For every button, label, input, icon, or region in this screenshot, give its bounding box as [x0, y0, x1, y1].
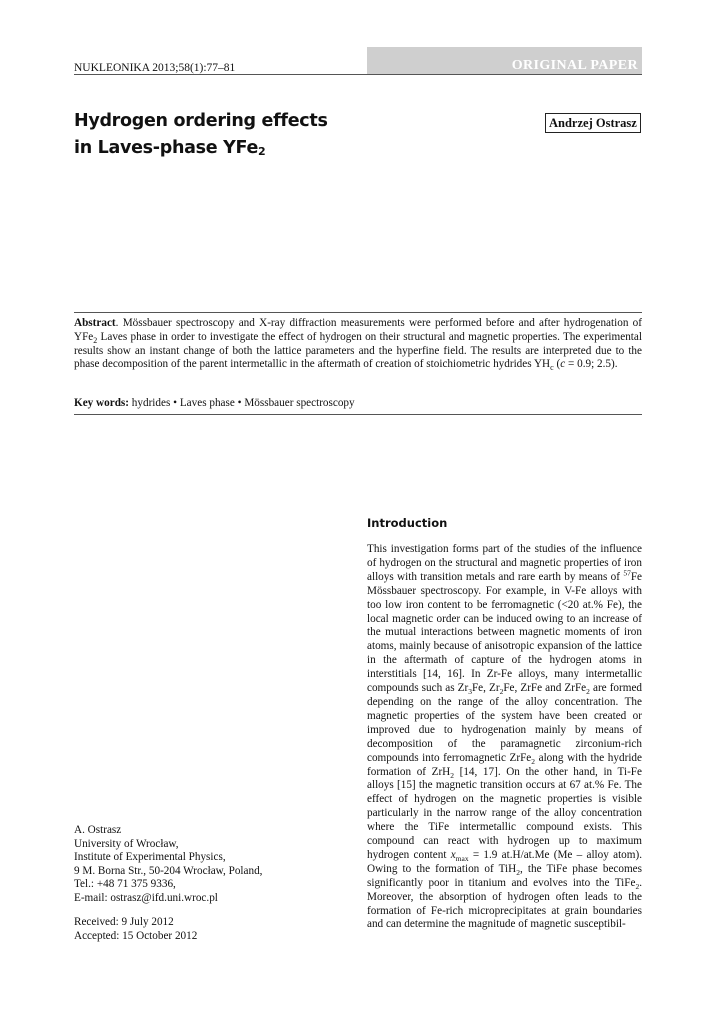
affiliation-line: University of Wrocław,	[74, 837, 179, 850]
paper-title	[74, 108, 374, 162]
keywords-label: Key words:	[74, 397, 129, 409]
keywords-rule	[74, 414, 642, 415]
paper-type-badge: ORIGINAL PAPER	[367, 47, 642, 74]
abstract: Abstract. Mössbauer spectroscopy and X-ray diffraction measurements were performed before and after hydrogenation of YFe$_2$ Laves phase in order to investigate the effect of hydrogen on their structural and magnetic properties. The experimental results show an instant change of both the lattice parameters and the hyperfine field. The results are interpreted due to the phase decomposition of the parent intermetallic in the aftermath of creation of stoichiometric hydrides $YH_c$ (c = 0.9; 2.5).	[74, 317, 642, 373]
submission-dates	[74, 916, 334, 943]
affiliation-line: Tel.: +48 71 375 9336,	[74, 878, 176, 890]
abstract-label: Abstract	[74, 317, 116, 329]
header-rule	[74, 74, 642, 75]
abstract-rule	[74, 312, 642, 313]
accepted-date: Accepted: 15 October 2012	[74, 929, 198, 942]
introduction-text: This investigation forms part of the studies of the influence of hydrogen on the structural and magnetic properties of iron alloys with transition metals and rare earth by means of $^{57}$Fe Mössbauer spectroscopy. For example, in V-Fe alloys with too low iron content to be ferromagnetic (<20 at.% Fe), the local magnetic order can be induced owing to an increase of the mutual interactions between magnetic moments of iron atoms, mainly because of anisotropic expansion of the lattice in the aftermath of capture of the hydrogen atoms in interstitials [14, 16]. In Zr-Fe alloys, many intermetallic compounds such as $Zr_3Fe$, $Zr_2Fe$, ZrFe and ZrFe$_2$ are formed depending on the range of the alloy concentration. The magnetic properties of the system have been created or improved due to hydrogenation mainly by means of decomposition of the paramagnetic zirconium-rich compounds into ferromagnetic ZrFe$_2$ along with the hydride formation of ZrH$_2$ [14, 17]. On the other hand, in Ti-Fe alloys [15] the magnetic transition occurs at 67 at.% Fe. The effect of hydrogen on the magnetic properties is visible particularly in the narrow range of the alloy concentration where the TiFe intermetallic compound exists. This compound can react with hydrogen up to maximum hydrogen content $x_{max} = 1.9$ at.H/at.Me (Me – alloy atom). Owing to the formation of TiH$_2$, the TiFe phase becomes significantly poor in titanium and evolves into the TiFe$_2$. Moreover, the absorption of hydrogen often leads to the formation of Fe-rich microprecipitates at grain boundaries and can determine the magnitude of magnetic susceptibil-	[367, 543, 643, 931]
affiliation-line: 9 M. Borna Str., 50-204 Wrocław, Poland,	[74, 864, 263, 877]
section-heading-introduction: Introduction	[367, 516, 448, 530]
author-name: Andrzej Ostrasz	[545, 113, 641, 133]
affiliation-line: Institute of Experimental Physics,	[74, 851, 226, 863]
affiliation-line: A. Ostrasz	[74, 824, 122, 836]
affiliation-email: E-mail: ostrasz@ifd.uni.wroc.pl	[74, 891, 218, 904]
keywords: Key words: hydrides • Laves phase • Mössbauer spectroscopy	[74, 397, 355, 409]
author-affiliation	[74, 824, 334, 905]
title-line-1: Hydrogen ordering effects	[74, 111, 328, 131]
journal-citation: NUKLEONIKA 2013;58(1):77–81	[74, 62, 236, 74]
received-date: Received: 9 July 2012	[74, 916, 174, 928]
title-line-2: in Laves-phase YFe$_2$	[74, 138, 266, 158]
